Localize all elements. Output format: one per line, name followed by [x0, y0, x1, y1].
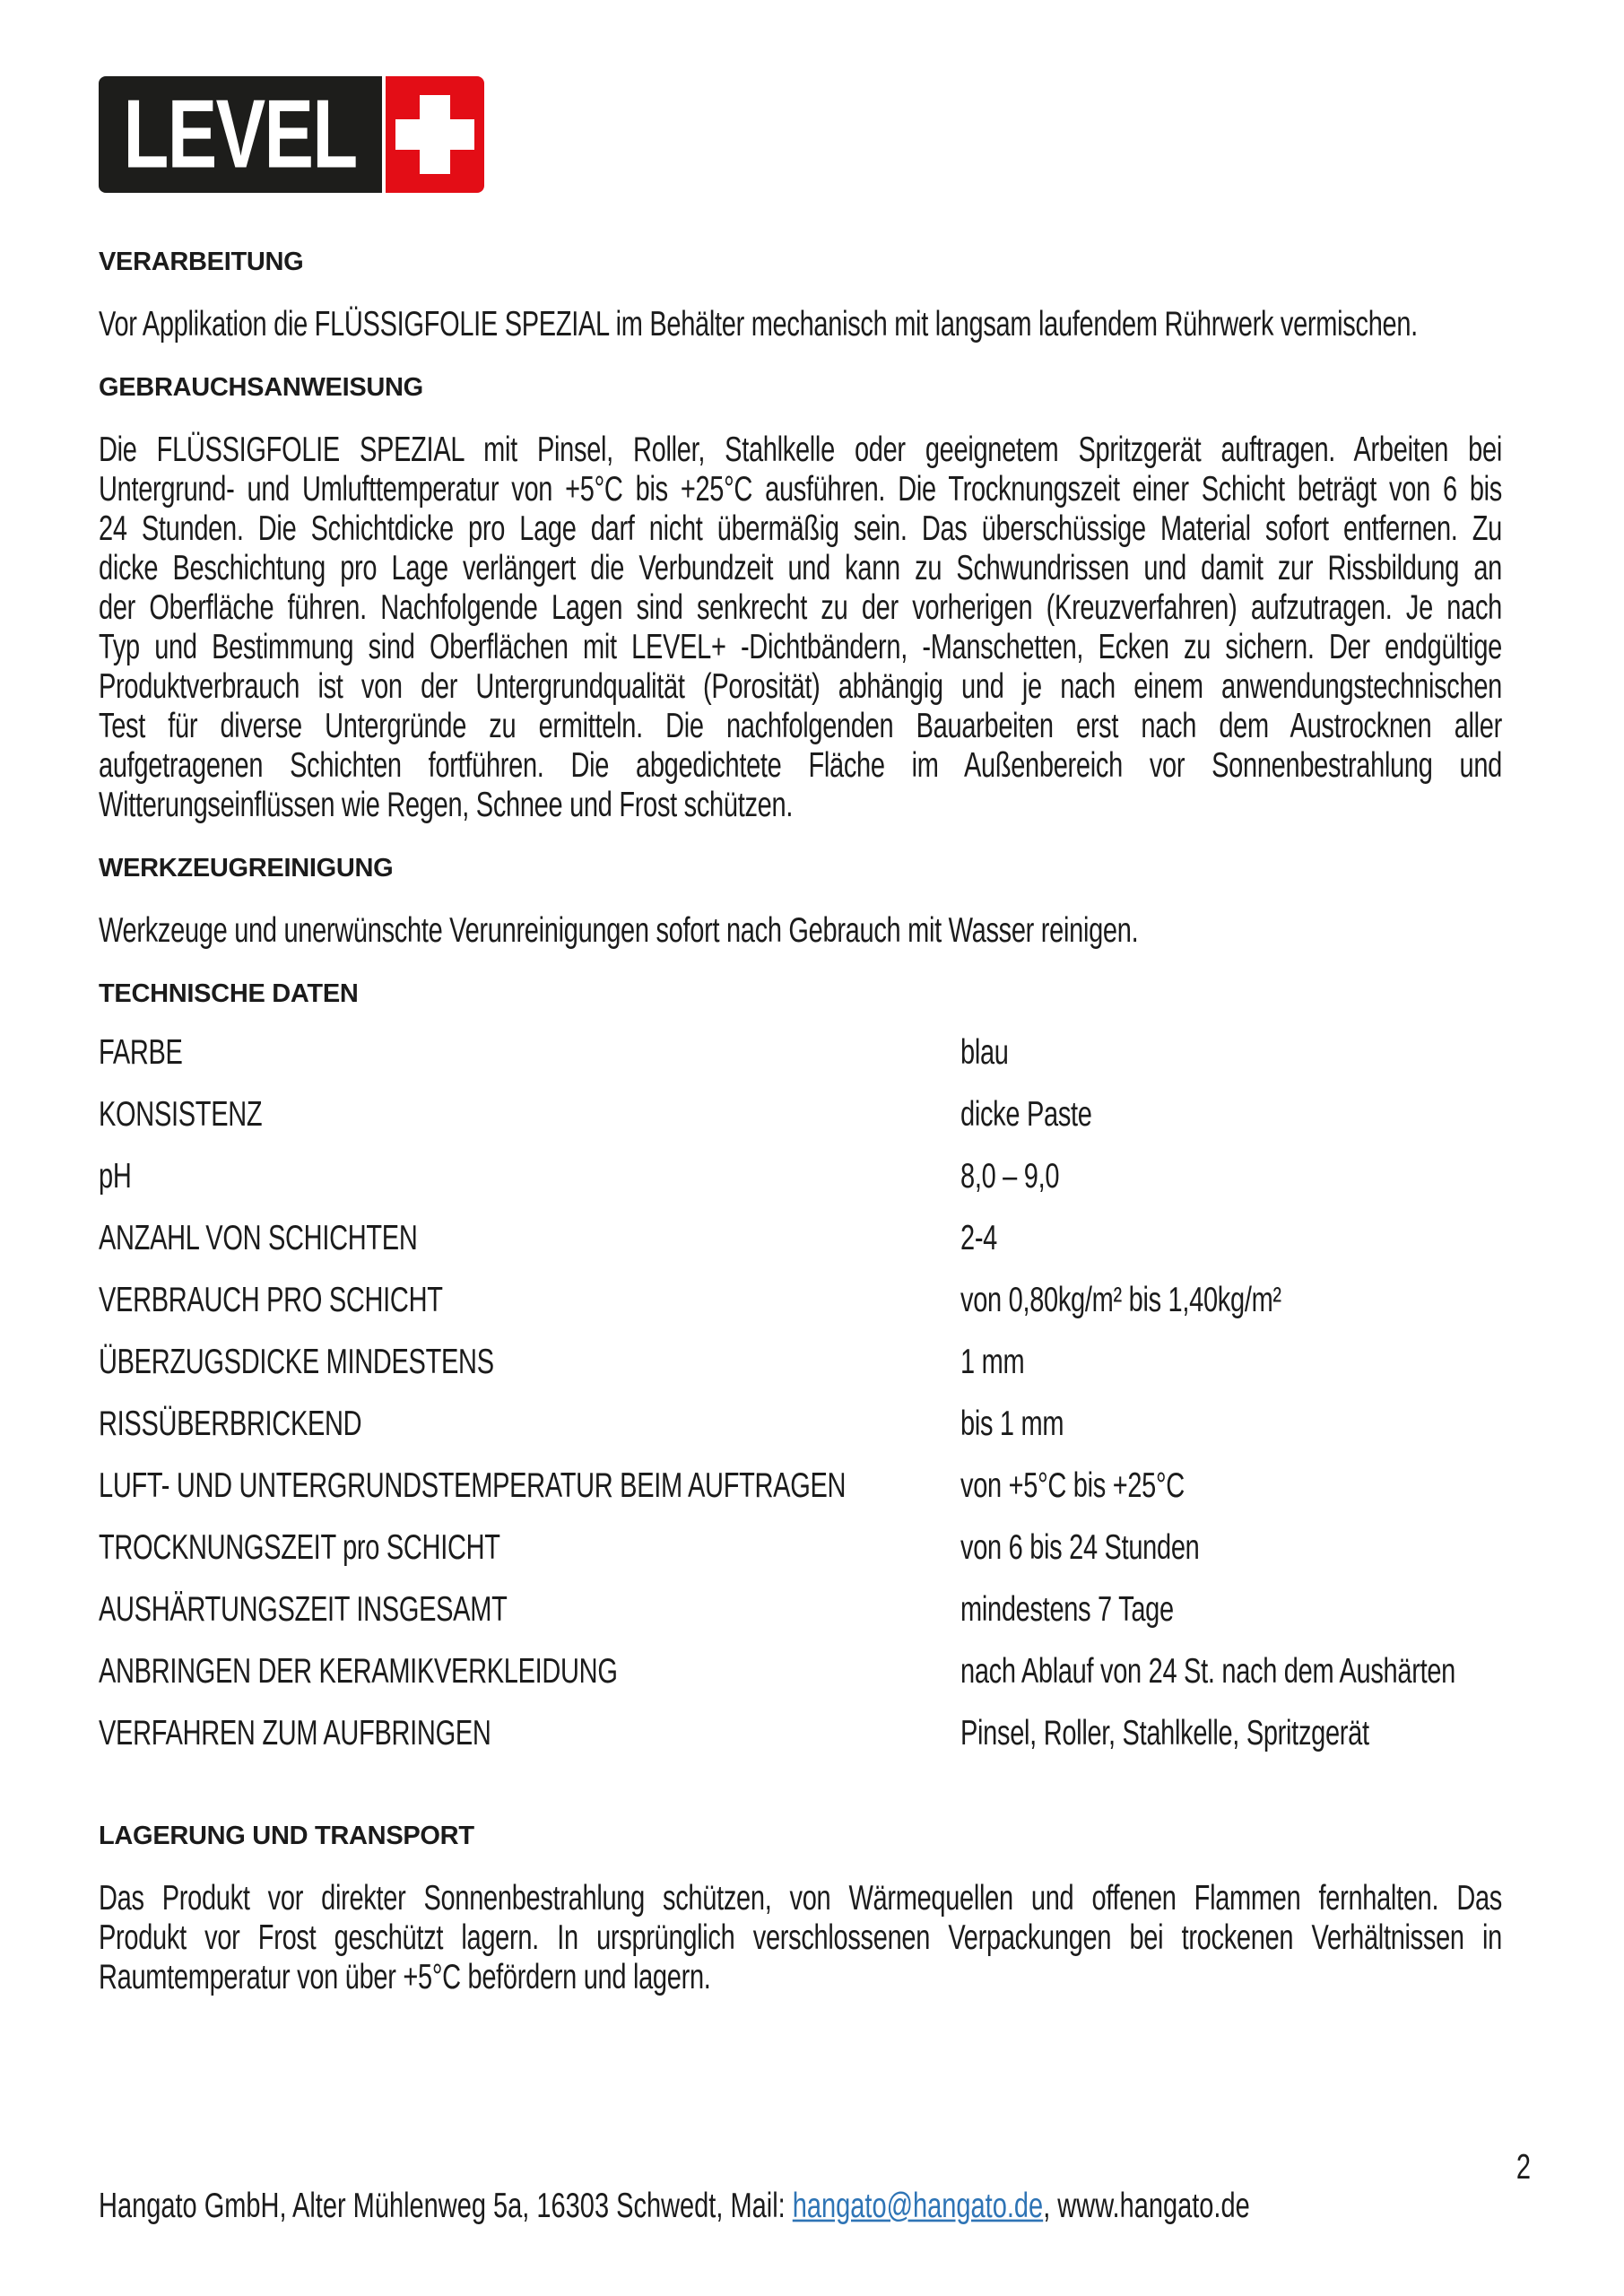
row-value: blau	[960, 1033, 1009, 1073]
row-value: mindestens 7 Tage	[960, 1590, 1174, 1630]
row-label: RISSÜBERBRICKEND	[99, 1405, 362, 1444]
table-row	[99, 1343, 1502, 1382]
row-label: TROCKNUNGSZEIT pro SCHICHT	[99, 1528, 500, 1568]
row-value: dicke Paste	[960, 1095, 1092, 1135]
paragraph-lagerung	[99, 1879, 1502, 1997]
paragraph-line: dicke Beschichtung pro Lage verlängert die Verbundzeit und kann zu Schwundrissen und damit zur Rissbildung an	[99, 549, 1502, 588]
row-value: 1 mm	[960, 1343, 1025, 1382]
table-row	[99, 1095, 1502, 1135]
paragraph-line: Werkzeuge und unerwünschte Verunreinigungen sofort nach Gebrauch mit Wasser reinigen.	[99, 911, 1139, 951]
row-value: von 0,80kg/m² bis 1,40kg/m²	[960, 1281, 1281, 1320]
footer-website: , www.hangato.de	[1043, 2187, 1250, 2226]
paragraph-verarbeitung	[99, 305, 1502, 344]
table-row	[99, 1652, 1502, 1692]
table-row	[99, 1528, 1502, 1568]
paragraph-line: Test für diverse Untergründe zu ermitteln. Die nachfolgenden Bauarbeiten erst nach dem Austrocknen aller	[99, 707, 1502, 746]
logo-plus-box	[386, 76, 484, 193]
page-content	[99, 0, 1502, 2021]
paragraph-line: aufgetragenen Schichten fortführen. Die abgedichtete Fläche im Außenbereich vor Sonnenbestrahlung und	[99, 746, 1502, 786]
paragraph-line: Produkt vor Frost geschützt lagern. In ursprünglich verschlossenen Verpackungen bei trockenen Verhältnissen in	[99, 1918, 1502, 1958]
row-label: ANBRINGEN DER KERAMIKVERKLEIDUNG	[99, 1652, 618, 1692]
table-row	[99, 1590, 1502, 1630]
row-value: 8,0 – 9,0	[960, 1157, 1060, 1196]
paragraph-line: Produktverbrauch ist von der Untergrundqualität (Porosität) abhängig und je nach einem anwendungstechnischen	[99, 667, 1502, 707]
table-row	[99, 1033, 1502, 1073]
paragraph-line: Raumtemperatur von über +5°C befördern und lagern.	[99, 1958, 711, 1997]
row-value: bis 1 mm	[960, 1405, 1064, 1444]
row-label: ÜBERZUGSDICKE MINDESTENS	[99, 1343, 494, 1382]
row-value: von 6 bis 24 Stunden	[960, 1528, 1200, 1568]
row-label: ANZAHL VON SCHICHTEN	[99, 1219, 418, 1258]
table-row	[99, 1157, 1502, 1196]
paragraph-line: 24 Stunden. Die Schichtdicke pro Lage darf nicht übermäßig sein. Das überschüssige Material sofort entfernen. Zu	[99, 509, 1502, 549]
row-value: von +5°C bis +25°C	[960, 1466, 1185, 1506]
paragraph-line: Typ und Bestimmung sind Oberflächen mit LEVEL+ -Dichtbändern, -Manschetten, Ecken zu sichern. Der endgültige	[99, 628, 1502, 667]
row-value: nach Ablauf von 24 St. nach dem Aushärten	[960, 1652, 1455, 1692]
heading-werkzeugreinigung: WERKZEUGREINIGUNG	[99, 854, 394, 883]
heading-verarbeitung: VERARBEITUNG	[99, 248, 304, 276]
paragraph-line: Die FLÜSSIGFOLIE SPEZIAL mit Pinsel, Roller, Stahlkelle oder geeignetem Spritzgerät auftragen. Arbeiten bei	[99, 430, 1502, 470]
table-row	[99, 1714, 1502, 1753]
paragraph-line: Untergrund- und Umlufttemperatur von +5°C bis +25°C ausführen. Die Trocknungszeit einer Schicht beträgt von 6 bis	[99, 470, 1502, 509]
table-row	[99, 1281, 1502, 1320]
heading-technische-daten: TECHNISCHE DATEN	[99, 979, 359, 1008]
page-number: 2	[1515, 2148, 1531, 2187]
email-link[interactable]: hangato@hangato.de	[792, 2187, 1044, 2226]
table-row	[99, 1405, 1502, 1444]
row-label: LUFT- UND UNTERGRUNDSTEMPERATUR BEIM AUFTRAGEN	[99, 1466, 847, 1506]
footer-company-address: Hangato GmbH, Alter Mühlenweg 5a, 16303 Schwedt, Mail:	[99, 2187, 793, 2226]
row-label: KONSISTENZ	[99, 1095, 263, 1135]
logo-wordmark-box	[99, 76, 382, 193]
table-row	[99, 1219, 1502, 1258]
plus-icon	[395, 95, 474, 174]
row-label: VERFAHREN ZUM AUFBRINGEN	[99, 1714, 491, 1753]
paragraph-werkzeugreinigung	[99, 911, 1502, 951]
table-row	[99, 1466, 1502, 1506]
footer	[99, 2180, 1250, 2233]
heading-gebrauchsanweisung: GEBRAUCHSANWEISUNG	[99, 373, 423, 402]
row-value: Pinsel, Roller, Stahlkelle, Spritzgerät	[960, 1714, 1369, 1753]
heading-lagerung-und-transport: LAGERUNG UND TRANSPORT	[99, 1822, 474, 1850]
paragraph-gebrauchsanweisung	[99, 430, 1502, 825]
level-plus-logo	[99, 76, 484, 193]
paragraph-line: der Oberfläche führen. Nachfolgende Lagen sind senkrecht zu der vorherigen (Kreuzverfahren) aufzutragen. Je nach	[99, 588, 1502, 628]
row-label: VERBRAUCH PRO SCHICHT	[99, 1281, 443, 1320]
row-label: AUSHÄRTUNGSZEIT INSGESAMT	[99, 1590, 508, 1630]
row-label: FARBE	[99, 1033, 183, 1073]
paragraph-line: Witterungseinflüssen wie Regen, Schnee und Frost schützen.	[99, 786, 794, 825]
paragraph-line: Vor Applikation die FLÜSSIGFOLIE SPEZIAL im Behälter mechanisch mit langsam laufendem Rührwerk vermischen.	[99, 305, 1418, 344]
paragraph-line: Das Produkt vor direkter Sonnenbestrahlung schützen, von Wärmequellen und offenen Flammen fernhalten. Das	[99, 1879, 1502, 1918]
row-label: pH	[99, 1157, 132, 1196]
logo-wordmark: LEVEL	[123, 80, 358, 189]
row-value: 2-4	[960, 1219, 998, 1258]
